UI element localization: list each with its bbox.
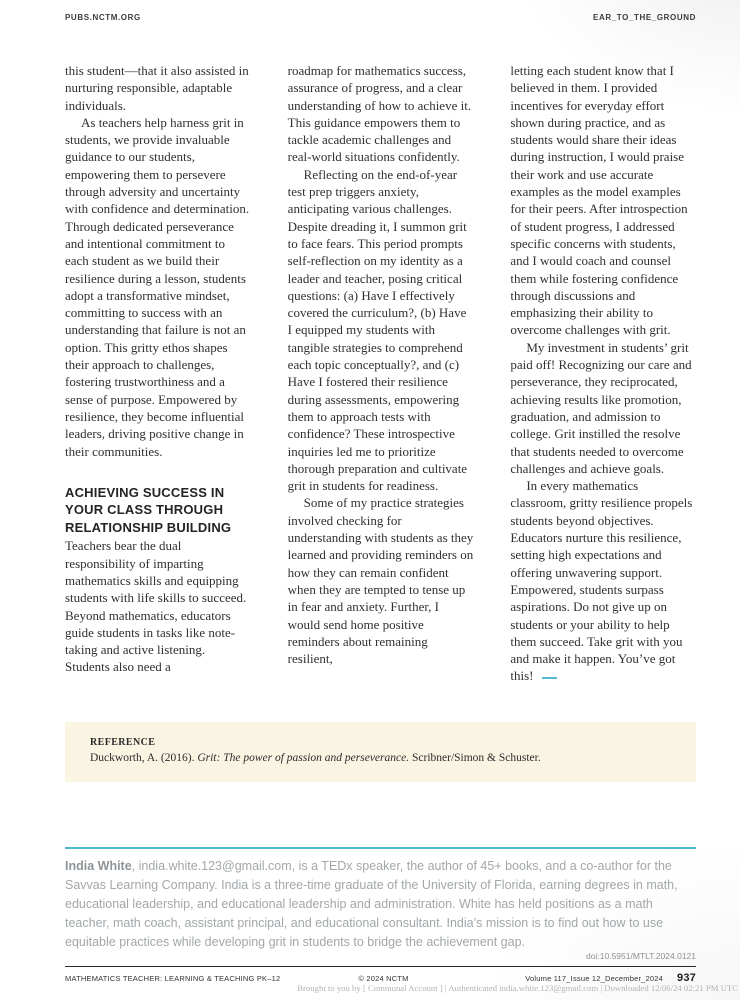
access-watermark: Brought to you by [ Communal Account ] | Authenticated india.white.123@gmail.com | Downloaded 12/06/24 02:21 PM UTC (297, 983, 738, 993)
doi-label: doi:10.5951/MTLT.2024.0121 (586, 951, 696, 961)
column-2 (288, 62, 474, 722)
reference-label: REFERENCE (90, 737, 156, 748)
paragraph: My investment in students’ grit paid off! Recognizing our care and perseverance, they reciprocated, achieving results like promotion, graduation, and admission to college. Grit instilled the resolve that students needed to overcome challenges and achieve goals. (510, 339, 692, 476)
paragraph: Some of my practice strategies involved checking for understanding with students as they learned and providing reminders on how they can remain confident when they are tempted to tense up in fear and anxiety. Further, I would send home positive reminders about remaining resilient, (287, 495, 474, 667)
page-number: 937 (677, 972, 696, 984)
citation-publisher: Scribner/Simon & Schuster. (409, 752, 541, 764)
journal-title: MATHEMATICS TEACHER: LEARNING & TEACHING PK–12 (65, 974, 281, 983)
paragraph: Reflecting on the end-of-year test prep triggers anxiety, anticipating various challenges. Despite dreading it, I summon grit to face fears. This period prompts self-reflection on my identity as a leader and teacher, posing critical questions: (a) Have I effectively covered the curriculum?, (b) Have I equipped my students with tangible strategies to comprehend each topic conceptually?, and (c) Have I fostered their resilience during assessments, empowering them to approach tests with confidence? These introspective inquiries led me to prioritize thorough preparation and cultivate grit in students for readiness. (287, 166, 468, 494)
paragraph: roadmap for mathematics success, assurance of progress, and a clear understanding of how to achieve it. This guidance empowers them to tackle academic challenges and real-world situations confidently. (287, 63, 472, 165)
paragraph: As teachers help harness grit in students, we provide invaluable guidance to our students, empowering them to persevere through adversity and uncertainty with confidence and determination. Through dedicated perseverance and intentional commitment to each student as we build their resilience during a lesson, students adopt a transformative mindset, committing to success with an understanding that failure is not an option. This gritty ethos shapes their approach to challenges, fostering trustworthiness and a sense of purpose. Empowered by resilience, they become influential leaders, driving positive change in their communities. (65, 114, 250, 459)
reference-citation (90, 751, 671, 766)
citation-authors: Duckworth, A. (2016). (90, 752, 198, 764)
paragraph (510, 477, 696, 685)
reference-box (65, 722, 696, 782)
citation-title: Grit: The power of passion and perseverance. (197, 752, 410, 764)
section-slug: EAR_TO_THE_GROUND (593, 13, 696, 22)
running-header (65, 13, 696, 22)
volume-issue: Volume 117_Issue 12_December_2024 (525, 974, 664, 983)
author-name: India White (65, 859, 132, 873)
article-body (65, 62, 696, 722)
copyright-notice: © 2024 NCTM (358, 974, 409, 983)
paragraph-text: In every mathematics classroom, gritty resilience propels students beyond objectives. Educators nurture this resilience, setting high expectations and offering unwavering support. Empowered, students surpass aspirations. Do not give up on students or your ability to help them succeed. Take grit with you and make it happen. You’ve got this! (510, 478, 693, 684)
paragraph: this student—that it also assisted in nurturing responsible, adaptable individuals. (65, 63, 249, 113)
paragraph: letting each student know that I believed in them. I provided incentives for everyday effort shown during practice, and as students would share their ideas during instruction, I would praise their work and use accurate examples as the model examples for their peers. After introspection of student progress, I addressed specific concerns with students, and I would coach and counsel them while fostering confidence through discussions and emphasizing their ability to overcome challenges with grit. (510, 63, 688, 338)
column-3 (510, 62, 696, 722)
column-1 (65, 62, 251, 722)
author-bio-text: , india.white.123@gmail.com, is a TEDx speaker, the author of 45+ books, and a co-author for the Savvas Learning Company. India is a three-time graduate of the University of Florida, earning degrees in math, educational leadership, and educational leadership and administration. White has held positions as a math teacher, math coach, assistant principal, and educational consultant. India’s mission is to find out how to use equitable practices while developing grit in students to bridge the achievement gap. (65, 859, 678, 949)
paragraph: Teachers bear the dual responsibility of imparting mathematics skills and equipping students with life skills to succeed. Beyond mathematics, educators guide students in tasks like note-taking and active listening. Students also need a (65, 538, 247, 675)
page-footer (65, 966, 696, 984)
end-of-article-marker-icon (542, 677, 557, 680)
author-bio (65, 847, 696, 952)
section-heading: ACHIEVING SUCCESS IN YOUR CLASS THROUGH RELATIONSHIP BUILDING (65, 484, 232, 535)
publisher-url: PUBS.NCTM.ORG (65, 13, 141, 22)
